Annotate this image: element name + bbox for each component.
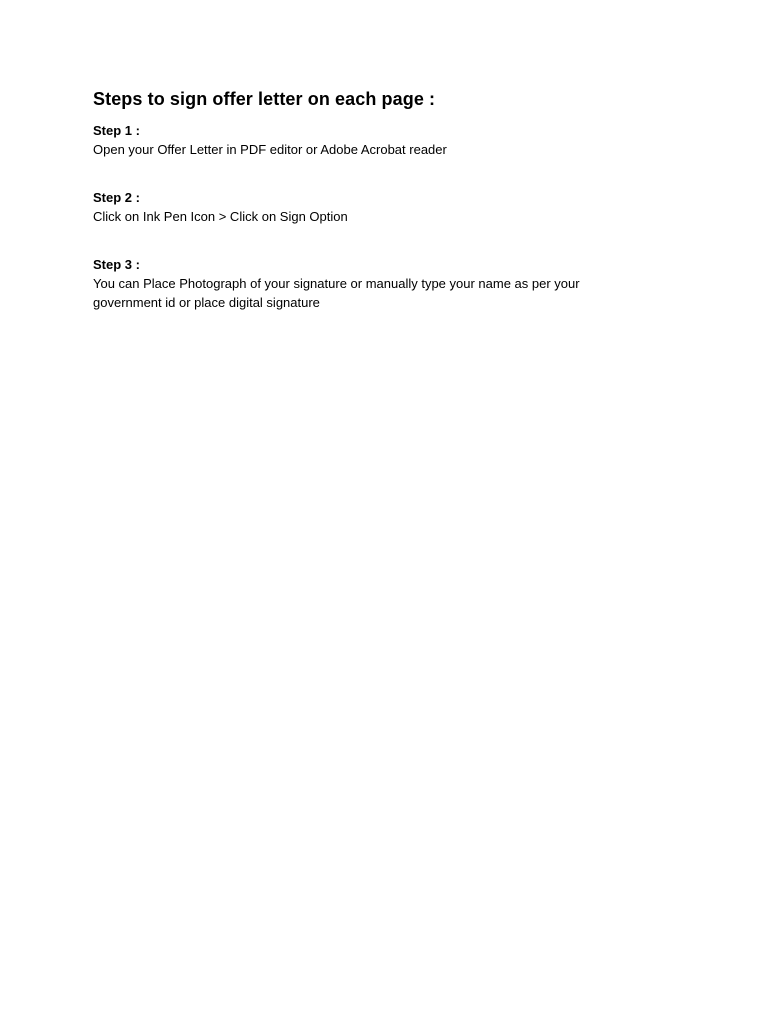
document-content [93,86,693,341]
step-2-text: Click on Ink Pen Icon > Click on Sign Option [93,209,348,224]
step-3 [93,255,693,312]
step-1-text: Open your Offer Letter in PDF editor or Adobe Acrobat reader [93,142,447,157]
step-2-label: Step 2 : [93,190,140,205]
step-3-text: You can Place Photograph of your signature or manually type your name as per your government id or place digital signature [93,276,580,310]
step-1-label: Step 1 : [93,123,140,138]
page-title: Steps to sign offer letter on each page : [93,89,436,109]
step-3-label: Step 3 : [93,257,140,272]
step-1 [93,121,693,159]
step-2 [93,188,693,226]
